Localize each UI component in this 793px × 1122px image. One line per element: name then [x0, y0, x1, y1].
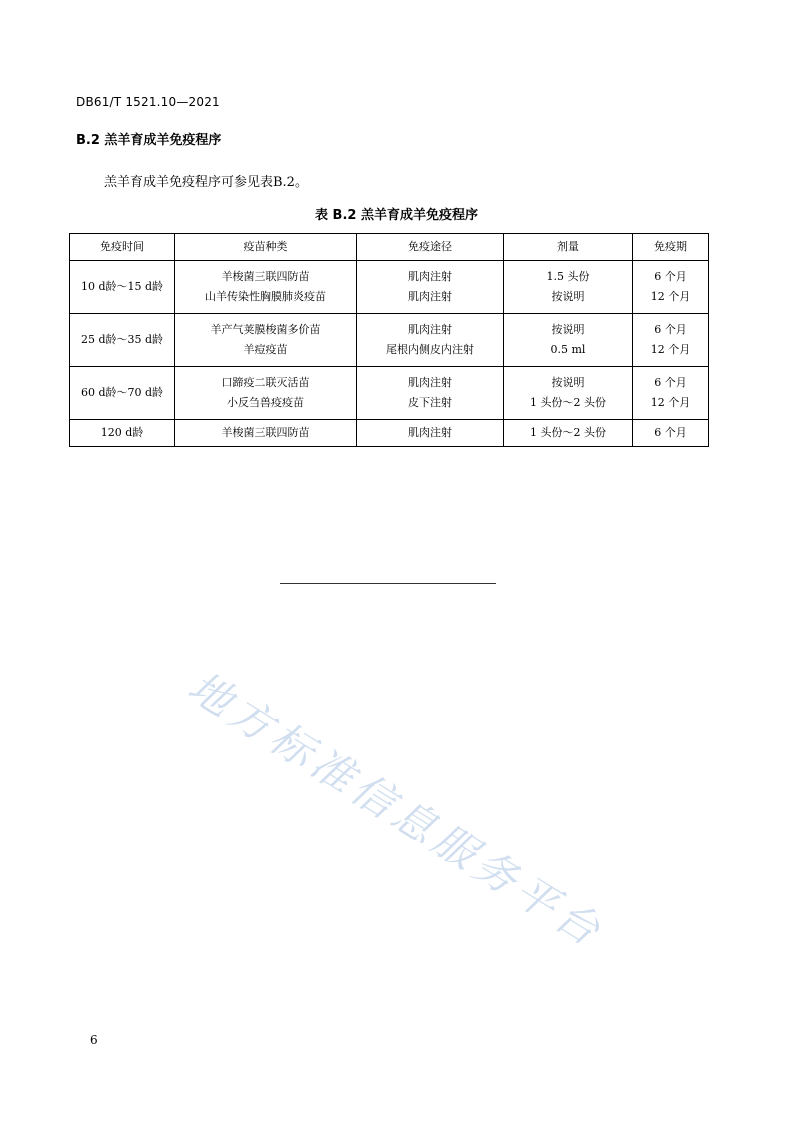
- dose-line: 按说明: [551, 290, 585, 303]
- route-line: 肌肉注射: [408, 270, 452, 283]
- period-line: 6 个月: [654, 376, 687, 389]
- cell-vaccine: [175, 261, 357, 314]
- cell-period: [633, 367, 709, 420]
- cell-period: [633, 420, 709, 447]
- cell-route: [357, 261, 504, 314]
- document-code: DB61/T 1521.10—2021: [76, 95, 220, 109]
- vaccine-line: 山羊传染性胸膜肺炎疫苗: [205, 290, 326, 303]
- route-line: 皮下注射: [408, 396, 452, 409]
- route-line: 肌肉注射: [408, 323, 452, 336]
- dose-line: 1 头份～2 头份: [530, 426, 606, 439]
- dose-line: 按说明: [551, 323, 585, 336]
- route-line: 尾根内侧皮内注射: [386, 343, 474, 356]
- cell-vaccine: [175, 314, 357, 367]
- dose-line: 0.5 ml: [550, 343, 586, 356]
- route-line: 肌肉注射: [408, 376, 452, 389]
- page-number: 6: [90, 1033, 98, 1047]
- vaccine-line: 羊梭菌三联四防苗: [221, 426, 310, 439]
- cell-vaccine: [175, 420, 357, 447]
- route-line: 肌肉注射: [408, 426, 452, 439]
- period-line: 12 个月: [650, 290, 691, 303]
- period-line: 6 个月: [654, 270, 687, 283]
- table-caption: 表 B.2 羔羊育成羊免疫程序: [315, 208, 478, 223]
- table-row: [70, 420, 709, 447]
- period-line: 12 个月: [650, 396, 691, 409]
- watermark: 地方标准信息服务平台: [179, 661, 613, 958]
- body-paragraph: 羔羊育成羊免疫程序可参见表B.2。: [104, 175, 308, 190]
- cell-route: [357, 314, 504, 367]
- cell-dose: [504, 261, 633, 314]
- cell-dose: [504, 367, 633, 420]
- cell-time: 120 d龄: [70, 420, 175, 447]
- dose-line: 1 头份～2 头份: [530, 396, 606, 409]
- header-dose: 剂量: [504, 234, 633, 261]
- cell-time: 10 d龄～15 d龄: [70, 261, 175, 314]
- header-time: 免疫时间: [70, 234, 175, 261]
- table-header-row: [70, 234, 709, 261]
- dose-line: 1.5 头份: [546, 270, 590, 283]
- route-line: 肌肉注射: [408, 290, 452, 303]
- cell-time: 25 d龄～35 d龄: [70, 314, 175, 367]
- table-row: [70, 367, 709, 420]
- cell-dose: [504, 314, 633, 367]
- cell-route: [357, 420, 504, 447]
- end-rule: [280, 583, 496, 584]
- cell-route: [357, 367, 504, 420]
- cell-dose: [504, 420, 633, 447]
- vaccine-line: 羊梭菌三联四防苗: [221, 270, 310, 283]
- period-line: 6 个月: [654, 426, 687, 439]
- vaccine-line: 羊产气荚膜梭菌多价苗: [210, 323, 321, 336]
- cell-period: [633, 261, 709, 314]
- vaccine-line: 口蹄疫二联灭活苗: [221, 376, 310, 389]
- table-row: [70, 261, 709, 314]
- period-line: 12 个月: [650, 343, 691, 356]
- dose-line: 按说明: [551, 376, 585, 389]
- immunization-table: [69, 233, 709, 447]
- period-line: 6 个月: [654, 323, 687, 336]
- cell-time: 60 d龄～70 d龄: [70, 367, 175, 420]
- vaccine-line: 羊痘疫苗: [243, 343, 288, 356]
- header-vaccine: 疫苗种类: [175, 234, 357, 261]
- header-period: 免疫期: [633, 234, 709, 261]
- table-row: [70, 314, 709, 367]
- cell-vaccine: [175, 367, 357, 420]
- section-heading: B.2 羔羊育成羊免疫程序: [76, 133, 222, 148]
- cell-period: [633, 314, 709, 367]
- vaccine-line: 小反刍兽疫疫苗: [227, 396, 304, 409]
- header-route: 免疫途径: [357, 234, 504, 261]
